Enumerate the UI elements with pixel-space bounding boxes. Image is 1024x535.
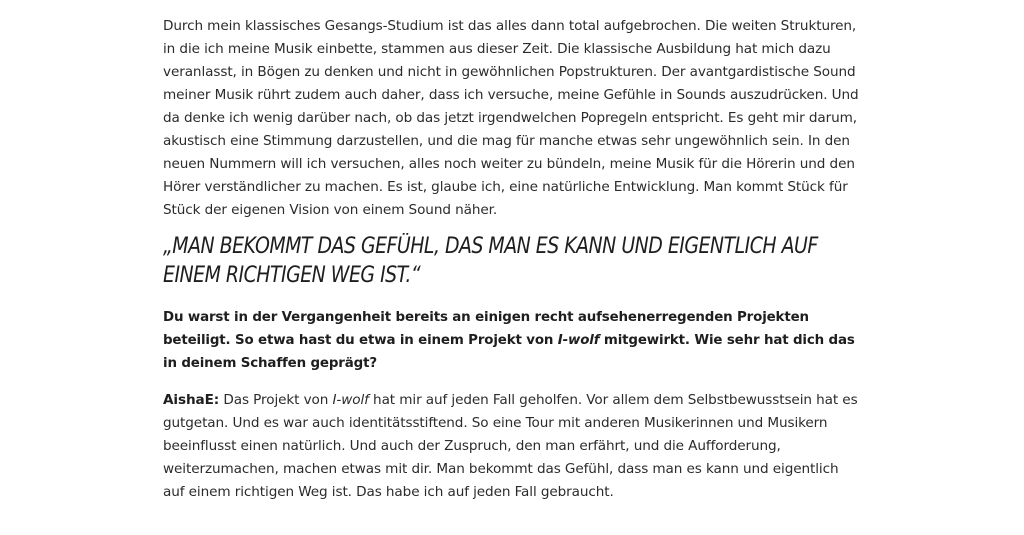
interview-answer: [163, 389, 863, 504]
question-text-end: mitgewirkt. Wie sehr hat dich das in deinem Schaffen geprägt?: [163, 333, 855, 371]
answer-text-end: hat mir auf jeden Fall geholfen. Vor allem dem Selbstbewusstsein hat es gutgetan. Und es war auch identitätsstiftend. So eine Tour mit anderen Musikerinnen und Musikern beeinflusst einen natürlich. Und auch der Zuspruch, den man erfährt, und die Aufforderung, weiterzumachen, machen etwas mit dir. Man bekommt das Gefühl, dass man es kann und eigentlich auf einem richtigen Weg ist. Das habe ich auf jeden Fall gebraucht.: [163, 392, 858, 500]
answer-speaker: AishaE:: [163, 392, 220, 408]
question-text-start: Du warst in der Vergangenheit bereits an einigen recht aufsehenerregenden Projekten beteiligt. So etwa hast du etwa in einem Projekt von: [163, 310, 809, 348]
answer-project-name: I-wolf: [332, 392, 369, 408]
article-body: [163, 15, 863, 504]
interview-paragraph: Durch mein klassisches Gesangs-Studium ist das alles dann total aufgebrochen. Die weiten Strukturen, in die ich meine Musik einbette, stammen aus dieser Zeit. Die klassische Ausbildung hat mich dazu veranlasst, in Bögen zu denken und nicht in gewöhnlichen Popstrukturen. Der avantgardistische Sound meiner Musik rührt zudem auch daher, dass ich versuche, meine Gefühle in Sounds auszudrücken. Und da denke ich wenig darüber nach, ob das jetzt irgendwelchen Popregeln entspricht. Es geht mir darum, akustisch eine Stimmung darzustellen, und die mag für manche etwas sehr ungewöhnlich sein. In den neuen Nummern will ich versuchen, alles noch weiter zu bündeln, meine Musik für die Hörerin und den Hörer verständlicher zu machen. Es ist, glaube ich, eine natürliche Entwicklung. Man kommt Stück für Stück der eigenen Vision von einem Sound näher.: [163, 18, 859, 218]
question-project-name: I-wolf: [557, 333, 600, 348]
pull-quote: „MAN BEKOMMT DAS GEFÜHL, DAS MAN ES KANN UND EIGENTLICH AUF EINEM RICHTIGEN WEG IST.“: [163, 234, 818, 288]
answer-text-start: Das Projekt von: [219, 392, 333, 408]
interview-question: [163, 306, 863, 375]
